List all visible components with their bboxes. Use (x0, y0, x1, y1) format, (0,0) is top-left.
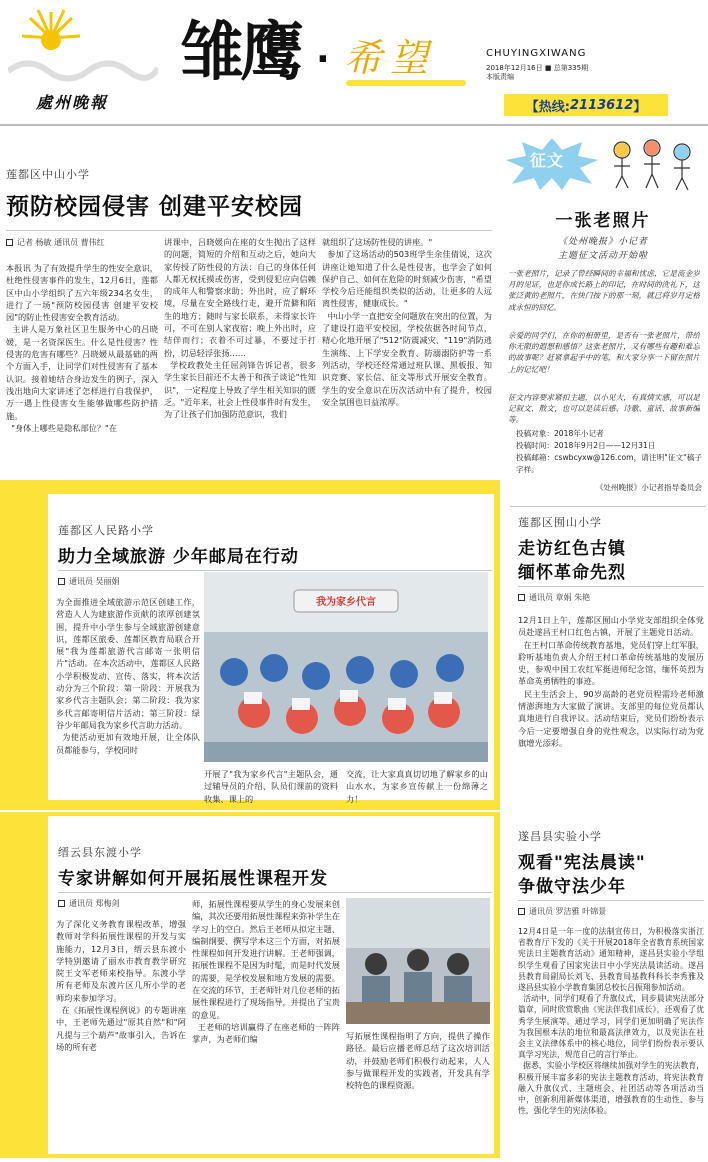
art4-school: 遂昌县实验小学 (518, 830, 602, 843)
essay-org: 《处州晚报》小记者指导委员会 (595, 483, 702, 492)
title-main: 雏鹰 (180, 15, 300, 90)
page-line: 总第335期 (553, 64, 589, 72)
essay-req3: 投稿邮箱：cswbcyxw@126.com，请注明"征文"稿子字样。 (516, 453, 702, 475)
lecture-photo-icon (346, 898, 490, 1024)
wave-decoration-icon (8, 56, 158, 86)
date-line: 2018年12月16日 (486, 64, 543, 72)
art1-byline (6, 237, 105, 248)
art3-rule (518, 586, 704, 587)
art1-byline-text: 记者 杨敏 通讯员 曹伟红 (17, 238, 105, 247)
essay-subtitle-1: 《处州晚报》小记者 (557, 237, 648, 247)
art1-col3: 就组织了这场防性侵的讲座。" 参加了这场活动的503班学生余佳倩说，这次讲座让她知道了什么是性侵害，也学会了如何保护自己、如何在危险的时刻减少伤害，"希望学校今后还能组织类似的活动，让更多的人远离性侵害，健康成长。" 中山小学一直把安全问题放在突出的位置，为了建设打造平安校园，学校依据各时间节点，精心化地开展了"512"防震减灾、"119"消防逃生演练、上下学安全教育、防溺溺防护等一系列活动，学校还经常通过班队课、黑板报、知识竞赛、家长信、征文等形式开展安全教育。学生的安全意识在历次活动中有了提升，校园安全氛围也日益浓厚。 (322, 237, 492, 407)
art5-school: 缙云县东渡小学 (58, 846, 142, 859)
art5-byline-text: 通讯员 郑梅剑 (69, 899, 120, 908)
art4-headline-2: 争做守法少年 (518, 877, 626, 897)
art5-photo (346, 898, 490, 1024)
art1-rule (6, 230, 492, 231)
hotline-box: 【 热线: 2113612 】 (504, 94, 668, 116)
essay-para2: 亲爱的同学们，在你的相册里，是否有一张老照片，带给你无限的遐想和感悟？这张老照片，又有哪些有趣和难忘的故事呢？赶紧拿起手中的笔，和大家分享一下留在照片上的记忆吧！ (508, 331, 700, 374)
editor-line: 本版责编 (486, 73, 514, 81)
art1-school: 莲都区中山小学 (6, 168, 90, 181)
art2-col1: 为全面推进全域旅游示范区创建工作，营造人人为建旅游作贡献的浓厚创建氛围，提升中小学生参与全域旅游创建意识，莲都区旅委、莲都区教育局联合开展"我为莲都旅游代言邮寄一张明信片"活动。在本次活动中，莲都区人民路小学积极发动、宣传、落实，将本次活动分为三个阶段：第一阶段：开展我为家乡代言主题队会；第二阶段：我为家乡代言邮寄明信片活动；第三阶段：绿谷少年邮局我为家乡代言助力活动。 为使活动更加有效地开展，让全体队员都能参与，学校同时 (56, 597, 200, 755)
art4-byline-text: 通讯员 罗洁雅 叶锦景 (529, 907, 607, 916)
art3-byline (518, 592, 590, 603)
pinyin: CHUYINGXIWANG (486, 48, 587, 59)
essay-para3: 征文内容要求紧扣主题，以小见大，有真情实感，可以是记叙文、散文，也可以是读后感、诗歌、童话、故事新编等。 (508, 393, 700, 425)
art2-rule (58, 570, 492, 571)
art5-headline: 专家讲解如何开展拓展性课程开发 (58, 869, 328, 889)
byline-marker-icon (518, 594, 525, 601)
essay-req1: 投稿对象：2018年小记者 (516, 429, 604, 438)
byline-marker-icon (518, 908, 525, 915)
art5-col3: 写拓展性课程指明了方向，提供了操作路径。最后应播老师总结了这次培训活动，并鼓励老师们积极行动起来，人人参与做课程开发的实践者，开发具有学校特色的课程资源。 (346, 1031, 490, 1091)
art2-col3: 交流，让大家真真切切地了解家乡的山山水水，为家乡宣传献上一份绵薄之力！ (346, 769, 488, 804)
masthead (0, 0, 708, 120)
photo-banner: 我为家乡代言 (316, 597, 376, 608)
essay-call (500, 134, 706, 504)
essay-badge: 征文 (530, 151, 565, 170)
art5-col2: 师，拓展性课程要从学生的身心发展来创编，其次还要用拓展性课程来弥补学生在学习上的空白。然后王老师从拟定主题、编制纲要、撰写学本这三个方面，对拓展性课程如何开发进行讲解。王老师强调，拓展性课程不是因为时髦，而是时代发展的需要，是学校发展和地方发展的需要。在交流的环节，王老师针对几位老师的拓展性课程进行了现场指导，并提出了宝贵的意见。 王老师的培训赢得了在座老师的一阵阵掌声，为老师们编 (192, 899, 340, 1045)
byline-marker-icon (58, 900, 65, 907)
essay-title: 一张老照片 (555, 211, 651, 231)
hotline-number: 2113612 (569, 97, 634, 113)
essay-para1: 一张老照片，记录了曾经瞬间的幸福和忧虑，它是流金岁月的见证，也是你成长路上的印记，在时间的洗礼下，这张泛黄的老照片，在快门按下的那一刻，就已将岁月定格成永恒的回忆。 (508, 269, 700, 312)
art2-photo (204, 572, 488, 762)
art3-school: 莲都区囿山小学 (518, 516, 602, 529)
art3-byline-text: 通讯员 章娟 朱艳 (529, 593, 591, 602)
art2-byline (58, 576, 120, 587)
essay-subtitle-2: 主题征文活动开始啦 (557, 251, 648, 261)
art2-school: 莲都区人民路小学 (58, 524, 154, 537)
art4-text: 12月4日是一年一度的法制宣传日，为积极落实浙江省教育厅下发的《关于开展2018年全省教育系统国家宪法日主题教育活动》通知精神，遂昌县实验小学组织学生观看了国家宪法日中小学宪法晨读活动。遂昌县教育局副局长刘飞、县教育局基教科科长李秀雅及遂昌县实验小学教育集团总校长吕振翔参加活动。 活动中，同学们观看了升旗仪式，同步晨读宪法部分篇章，同时欣赏歌曲《宪法伴我们成长》，还观看了优秀学生展演等。通过学习，同学们更加明确了宪法作为我国根本法的地位和最高法律效力，以及宪法在社会主义法律体系中的核心地位，同学们纷纷表示要认真学习宪法，规范自己的言行举止。 据悉，实验小学校区将继续加强对学生的宪法教育，积极开展丰富多彩的宪法主题教育活动，将宪法教育融入升旗仪式、主题班会、社团活动等各项活动当中，创新利用新媒体渠道，增强教育的生动性、参与性，强化学生的宪法体验。 (518, 927, 704, 1116)
byline-marker-icon (6, 239, 13, 246)
paper-name: 處州晚報 (36, 93, 109, 112)
art1-col1: 本报讯 为了有效提升学生的性安全意识，杜绝性侵害事件的发生，12月6日，莲都区中山小学组织了五六年级234名女生，进行了一场"预防校园侵害 创建平安校园"的防止性侵害安全教育活动。 主讲人是万象社区卫生服务中心的吕晓媛，是一名资深医生。什么是性侵害？性侵害的危害有哪些？吕晓媛从最基础的两个方面入手，让同学们对性侵害有了基本认识。接着她结合身边发生的例子，深入浅出地向大家讲述了怎样进行自我保护，万一遇上性侵害女生能够做哪些防护措施。 "身体上哪些是隐私部位？"在 (6, 263, 158, 433)
title-sub-underline (346, 80, 466, 86)
masthead-info: 2018年12月16日 ■ 总第335期 本版责编 (486, 64, 589, 81)
art3-text: 12月1日上午，莲都区囿山小学党支部组织全体党员赴遂昌王村口红色古镇，开展了主题党日活动。 在王村口革命传统教育基地，党员们穿上红军服，聆听基地负责人介绍王村口革命传统基地的发展历史，参观中国工农红军挺进师纪念馆，缅怀英烈为革命英勇牺牲的事迹。 民主生活会上，90岁高龄的老党员程需玲老师激情澎湃地为大家做了演讲。支部里的每位党员都认真地进行自我评议。活动结束后，党员们纷纷表示今后一定要增强自身的党性观念，以实际行动为党旗增光添彩。 (518, 615, 704, 748)
masthead-divider (0, 124, 708, 126)
children-illustration-icon (604, 136, 704, 192)
art3-headline-1: 走访红色古镇 (518, 539, 626, 559)
masthead-logo-block (8, 8, 158, 112)
essay-req2: 投稿时间：2018年9月2日——12月31日 (516, 441, 656, 450)
art2-col2: 开展了"我为家乡代言"主题队会，通过辅导员的介绍、队员们课前的资料收集、课上的 (204, 769, 338, 804)
art4-byline (518, 906, 606, 917)
art1-headline: 预防校园侵害 创建平安校园 (6, 194, 304, 220)
art4-rule (518, 900, 704, 901)
byline-marker-icon (58, 578, 65, 585)
art4-headline-1: 观看"宪法晨读" (518, 853, 646, 873)
art5-col1: 为了深化义务教育课程改革，增强教师对学科拓展性课程的开发与实施能力，12月3日，缙云县东渡小学特别邀请了丽水市教育教学研究院王文军老师来校指导。东渡小学所有老师及东渡片区几所小学的老师均来参加学习。 在《拓展性课程例说》的专题讲座中，王老师先通过"原其自然"和"阿凡提与三个葫芦"故事引入，告诉在场的所有老 (56, 919, 186, 1052)
art5-byline (58, 898, 120, 909)
art3-separator (510, 506, 706, 507)
title-sub: 希望 (344, 36, 437, 80)
art2-byline-text: 通讯员 吴丽娟 (69, 577, 120, 586)
art5-rule (58, 892, 492, 893)
art1-col2: 讲课中，吕晓媛向在座的女生抛出了这样的问题，简短的介绍和互动之后，她向大家传授了防性侵的方法：自己的身体任何人都无权抚摸或伤害，受到侵犯应向信赖的成年人和警察求助；外出时，应了解环境，尽量在安全路线行走，避开荒僻和陌生的地方；随时与家长联系，未得家长许可，不可在别人家夜宿；晚上外出时，应结伴而行；衣着不可过暴，不要过于打扮，切忌轻浮张扬…… 学校政教处主任屈剑锋告诉记者，很多学生家长目前还不太善于和孩子谈论"性知识"，一定程度上导致了学生相关知识的匮乏。"近年来，社会上性侵事件时有发生，为了让孩子们加强防范意识，我们 (164, 237, 316, 420)
title-dot: · (316, 39, 330, 80)
art3-headline-2: 缅怀革命先烈 (518, 563, 626, 583)
art2-headline: 助力全域旅游 少年邮局在行动 (58, 547, 299, 567)
hotline-label: 热线: (538, 99, 570, 115)
